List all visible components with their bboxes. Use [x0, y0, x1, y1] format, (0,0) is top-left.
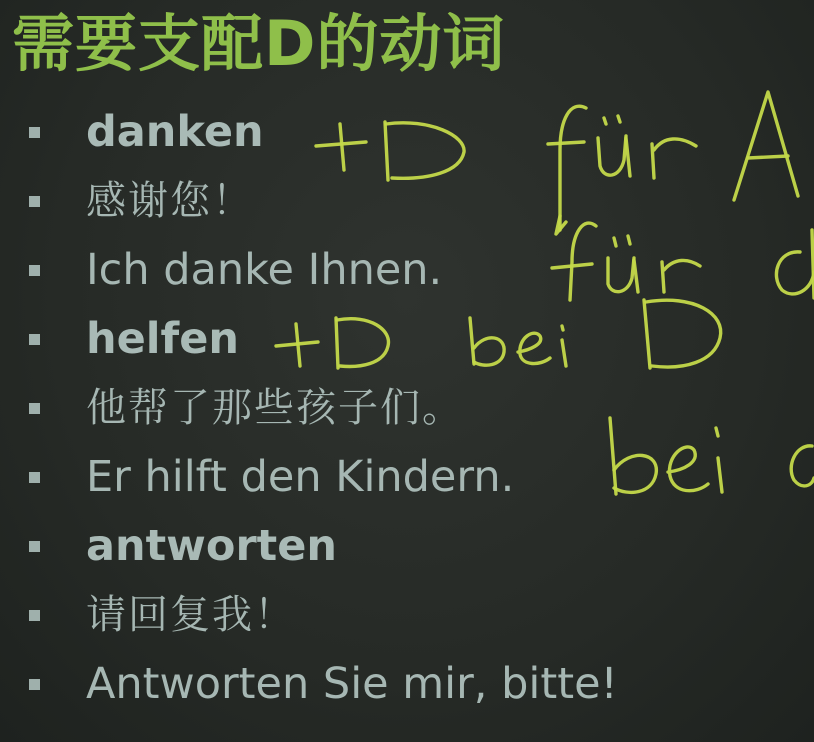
- bullet-square-icon: [29, 541, 40, 552]
- bullet-text: Ich danke Ihnen.: [86, 245, 443, 295]
- bullet-text: Antworten Sie mir, bitte!: [86, 659, 618, 709]
- bullet-square-icon: [29, 403, 40, 414]
- bullet-text: 感谢您！: [86, 178, 254, 224]
- bullet-square-icon: [29, 679, 40, 690]
- bullet-square-icon: [29, 610, 40, 621]
- bullet-text: helfen: [86, 314, 239, 364]
- bullet-text: danken: [86, 107, 264, 157]
- bullet-square-icon: [29, 127, 40, 138]
- bullet-square-icon: [29, 334, 40, 345]
- bullet-square-icon: [29, 265, 40, 276]
- slide-title: 需要支配D的动词: [12, 7, 506, 80]
- bullet-square-icon: [29, 196, 40, 207]
- bullet-text: antworten: [86, 521, 337, 571]
- bullet-text: 他帮了那些孩子们。: [86, 385, 464, 431]
- bullet-text: 请回复我！: [86, 592, 296, 638]
- bullet-square-icon: [29, 472, 40, 483]
- bullet-text: Er hilft den Kindern.: [86, 452, 515, 502]
